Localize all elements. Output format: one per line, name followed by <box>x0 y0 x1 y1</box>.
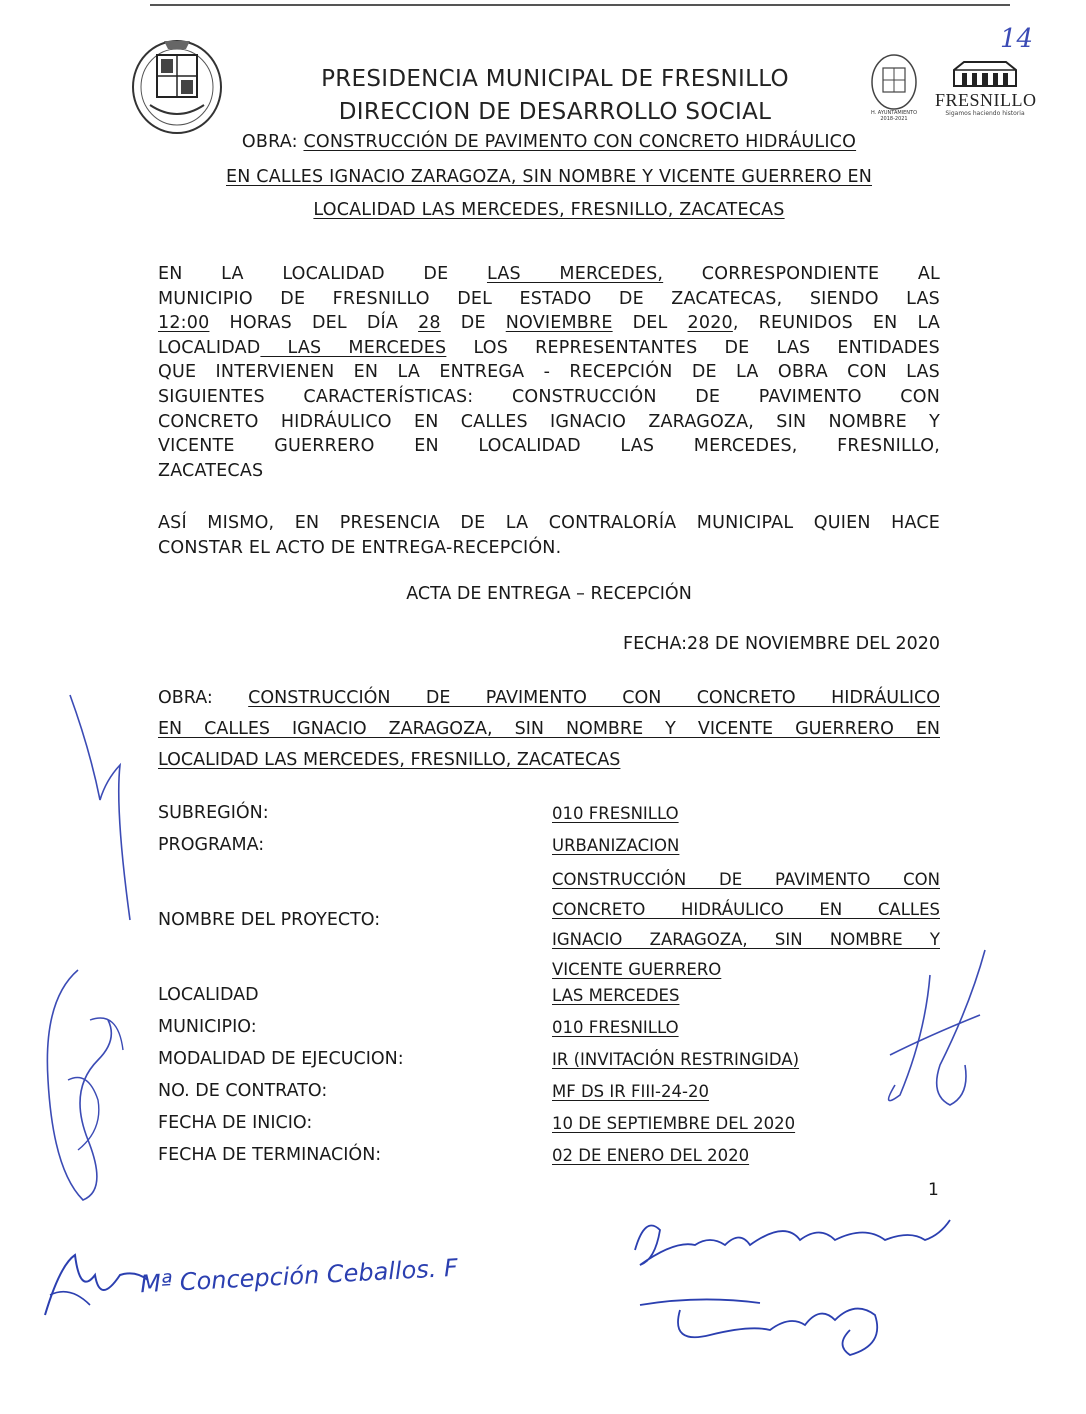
handwritten-page-mark: 14 <box>1000 24 1034 54</box>
fresnillo-brand: FRESNILLO <box>935 90 1037 110</box>
contrato-label: NO. DE CONTRATO: <box>158 1081 328 1101</box>
intro-line: SIGUIENTES CARACTERÍSTICAS: CONSTRUCCIÓN DE PAVIMENTO CON <box>158 386 940 407</box>
obra-title-text1: CONSTRUCCIÓN DE PAVIMENTO CON CONCRETO HIDRÁULICO <box>303 132 857 152</box>
inicio-value: 10 DE SEPTIEMBRE DEL 2020 <box>552 1114 796 1133</box>
intro-paragraph <box>158 262 940 483</box>
municipio-value: 010 FRESNILLO <box>552 1018 679 1037</box>
obra-line: LOCALIDAD LAS MERCEDES, FRESNILLO, ZACATECAS <box>158 750 621 770</box>
contraloria-line: ASÍ MISMO, EN PRESENCIA DE LA CONTRALORÍA MUNICIPAL QUIEN HACE <box>158 513 940 533</box>
obra-title-line1 <box>158 132 940 152</box>
obra-title-line2: EN CALLES IGNACIO ZARAGOZA, SIN NOMBRE Y VICENTE GUERRERO EN <box>226 167 872 187</box>
proyecto-line: CONSTRUCCIÓN DE PAVIMENTO CON <box>552 870 940 889</box>
intro-line: LOCALIDAD LAS MERCEDES LOS REPRESENTANTES DE LAS ENTIDADES <box>158 337 940 358</box>
top-border <box>150 4 1010 6</box>
intro-line: EN LA LOCALIDAD DE LAS MERCEDES, CORRESPONDIENTE AL <box>158 264 940 284</box>
intro-line: MUNICIPIO DE FRESNILLO DEL ESTADO DE ZACATECAS, SIENDO LAS <box>158 288 940 309</box>
obra-line: OBRA: CONSTRUCCIÓN DE PAVIMENTO CON CONCRETO HIDRÁULICO <box>158 688 940 708</box>
proyecto-label: NOMBRE DEL PROYECTO: <box>158 910 381 930</box>
signature-margin-stroke <box>60 690 150 930</box>
municipio-label: MUNICIPIO: <box>158 1017 257 1037</box>
inicio-label: FECHA DE INICIO: <box>158 1113 313 1133</box>
localidad-label: LOCALIDAD <box>158 985 259 1005</box>
programa-label: PROGRAMA: <box>158 835 265 855</box>
modalidad-value: IR (INVITACIÓN RESTRINGIDA) <box>552 1050 800 1069</box>
header-presidencia: PRESIDENCIA MUNICIPAL DE FRESNILLO <box>321 66 789 92</box>
localidad-value: LAS MERCEDES <box>552 986 680 1005</box>
fresnillo-tagline: Sigamos haciendo historia <box>945 110 1025 117</box>
obra-title-line3: LOCALIDAD LAS MERCEDES, FRESNILLO, ZACATECAS <box>313 200 785 220</box>
intro-line: 12:00 HORAS DEL DÍA 28 DE NOVIEMBRE DEL 2020, REUNIDOS EN LA <box>158 313 940 334</box>
signature-right <box>870 945 1000 1125</box>
signature-bottom-left <box>40 1245 150 1325</box>
handwritten-name-left: Mª Concepción Ceballos. F <box>139 1253 459 1299</box>
contrato-value: MF DS IR FIII-24-20 <box>552 1082 709 1101</box>
obra-block <box>158 683 940 776</box>
acta-title: ACTA DE ENTREGA – RECEPCIÓN <box>406 584 692 604</box>
obra-line: EN CALLES IGNACIO ZARAGOZA, SIN NOMBRE Y VICENTE GUERRERO EN <box>158 719 940 739</box>
termino-value: 02 DE ENERO DEL 2020 <box>552 1146 750 1165</box>
obra-prefix: OBRA: <box>241 132 304 152</box>
ayuntamiento-seal-text: H. AYUNTAMIENTO 2018-2021 <box>870 110 918 122</box>
signature-left-margin <box>28 960 138 1210</box>
subregion-label: SUBREGIÓN: <box>158 803 269 823</box>
termino-label: FECHA DE TERMINACIÓN: <box>158 1145 382 1165</box>
fresnillo-logo <box>935 58 1035 117</box>
modalidad-label: MODALIDAD DE EJECUCION: <box>158 1049 404 1069</box>
subregion-value: 010 FRESNILLO <box>552 804 679 823</box>
proyecto-line: CONCRETO HIDRÁULICO EN CALLES <box>552 900 940 919</box>
intro-line: ZACATECAS <box>158 460 264 481</box>
intro-line: VICENTE GUERRERO EN LOCALIDAD LAS MERCEDES, FRESNILLO, <box>158 436 940 457</box>
header-direccion: DIRECCION DE DESARROLLO SOCIAL <box>338 99 772 125</box>
proyecto-line: VICENTE GUERRERO <box>552 960 722 979</box>
municipal-seal-logo <box>130 35 225 135</box>
fecha-line: FECHA:28 DE NOVIEMBRE DEL 2020 <box>623 634 940 654</box>
building-icon <box>950 58 1020 88</box>
handwritten-name-right-signature <box>625 1210 955 1270</box>
programa-value: URBANIZACION <box>552 836 680 855</box>
proyecto-line: IGNACIO ZARAGOZA, SIN NOMBRE Y <box>552 930 940 949</box>
intro-line: QUE INTERVIENEN EN LA ENTREGA - RECEPCIÓN DE LA OBRA CON LAS <box>158 362 940 383</box>
signature-bottom-right <box>620 1285 890 1365</box>
intro-line: CONCRETO HIDRÁULICO EN CALLES IGNACIO ZARAGOZA, SIN NOMBRE Y <box>158 411 940 432</box>
contraloria-paragraph <box>158 511 940 560</box>
page-number: 1 <box>928 1180 939 1200</box>
contraloria-line: CONSTAR EL ACTO DE ENTREGA-RECEPCIÓN. <box>158 537 562 558</box>
